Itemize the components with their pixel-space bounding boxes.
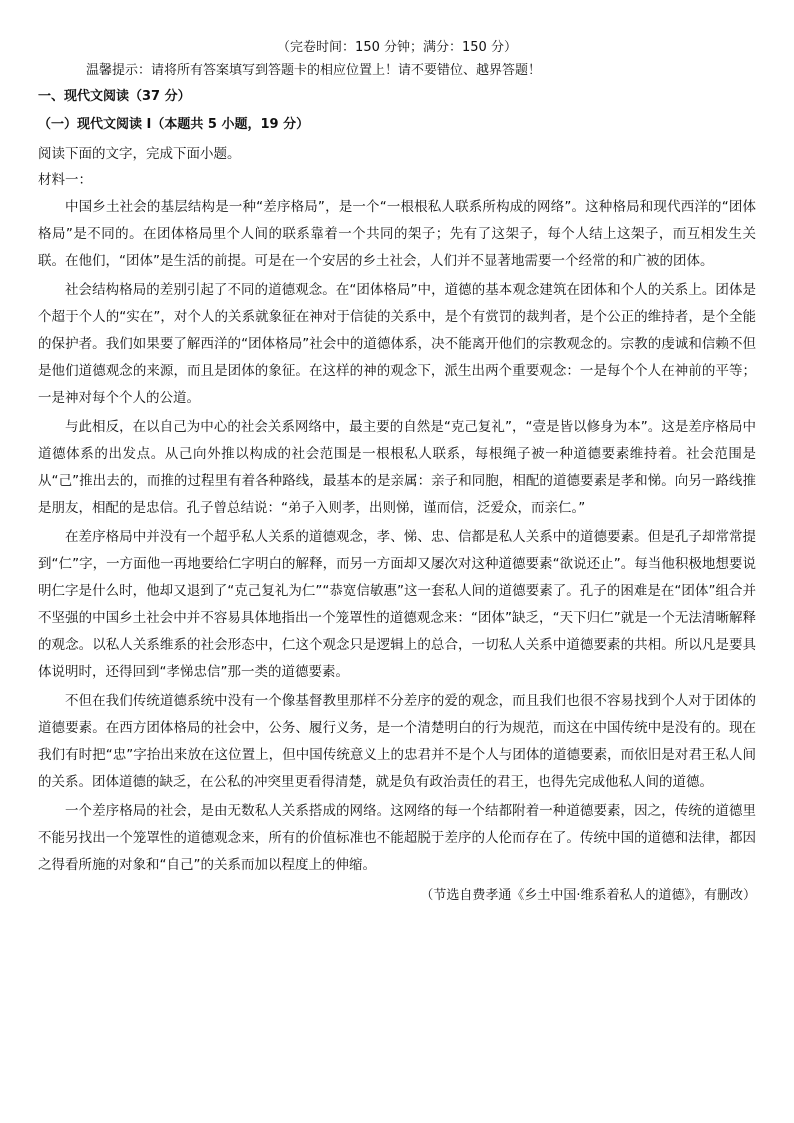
paragraph: 在差序格局中并没有一个超乎私人关系的道德观念，孝、悌、忠、信都是私人关系中的道德要素。但是孔子却常常提到“仁”字，一方面他一再地要给仁字明白的解释，而另一方面却又屡次对这种道德要素“欲说还止”。每当他积极地想要说明仁字是什么时，他却又退到了“克己复礼为仁”“恭宽信敏惠”这一套私人间的道德要素了。孔子的困难是在“团体”组合并不坚强的中国乡土社会中并不容易具体地指出一个笼罩性的道德观念来：“团体”缺乏，“天下归仁”就是一个无法清晰解释的观念。以私人关系维系的社会形态中，仁这个观念只是逻辑上的总合，一切私人关系中道德要素的共相。所以凡是要具体说明时，还得回到“孝悌忠信”那一类的道德要素。 bbox=[38, 529, 756, 680]
paragraph: 一个差序格局的社会，是由无数私人关系搭成的网络。这网络的每一个结都附着一种道德要素，因之，传统的道德里不能另找出一个笼罩性的道德观念来，所有的价值标准也不能超脱于差序的人伦而存在了。传统中国的道德和法律，都因之得看所施的对象和“自己”的关系而加以程度上的伸缩。 bbox=[38, 803, 756, 873]
paragraph: 与此相反，在以自己为中心的社会关系网络中，最主要的自然是“克己复礼”，“壹是皆以修身为本”。这是差序格局中道德体系的出发点。从己向外推以构成的社会范围是一根根私人联系，每根绳子被一种道德要素维持着。社会范围是从“己”推出去的，而推的过程里有着各种路线，最基本的是亲属：亲子和同胞，相配的道德要素是孝和悌。向另一路线推是朋友，相配的是忠信。孔子曾总结说：“弟子入则孝，出则悌，谨而信，泛爱众，而亲仁。” bbox=[38, 419, 756, 516]
exam-page bbox=[38, 38, 756, 909]
section-title: 一、现代文阅读（37 分） bbox=[38, 89, 191, 104]
material-label: 材料一： bbox=[38, 172, 92, 188]
instruction-text: 阅读下面的文字，完成下面小题。 bbox=[38, 146, 241, 162]
subsection-title: （一）现代文阅读 I（本题共 5 小题，19 分） bbox=[38, 117, 310, 132]
paragraph: 不但在我们传统道德系统中没有一个像基督教里那样不分差序的爱的观念，而且我们也很不容易找到个人对于团体的道德要素。在西方团体格局的社会中，公务、履行义务，是一个清楚明白的行为规范，而这在中国传统中是没有的。现在我们有时把“忠”字抬出来放在这位置上，但中国传统意义上的忠君并不是个人与团体的道德要素，而依旧是对君王私人间的关系。团体道德的缺乏，在公私的冲突里更看得清楚，就是负有政治责任的君王，也得先完成他私人间的道德。 bbox=[38, 693, 756, 790]
notice-text: 温馨提示：请将所有答案填写到答题卡的相应位置上！请不要错位、越界答题！ bbox=[86, 63, 542, 78]
exam-info: （完卷时间：150 分钟；满分：150 分） bbox=[277, 40, 517, 55]
paragraph: 社会结构格局的差别引起了不同的道德观念。在“团体格局”中，道德的基本观念建筑在团体和个人的关系上。团体是个超于个人的“实在”，对个人的关系就象征在神对于信徒的关系中，是个有赏罚的裁判者，是个公正的维持者，是个全能的保护者。我们如果要了解西洋的“团体格局”社会中的道德体系，决不能离开他们的宗教观念的。宗教的虔诚和信赖不但是他们道德观念的来源，而且是团体的象征。在这样的神的观念下，派生出两个重要观念：一是每个个人在神前的平等；一是神对每个个人的公道。 bbox=[38, 282, 756, 406]
source-citation: （节选自费孝通《乡土中国·维系着私人的道德》，有删改） bbox=[420, 888, 756, 903]
paragraph: 中国乡土社会的基层结构是一种“差序格局”，是一个“一根根私人联系所构成的网络”。这种格局和现代西洋的“团体格局”是不同的。在团体格局里个人间的联系靠着一个共同的架子；先有了这架子，每个人结上这架子，而互相发生关联。在他们，“团体”是生活的前提。可是在一个安居的乡土社会，人们并不显著地需要一个经常的和广被的团体。 bbox=[38, 199, 756, 269]
